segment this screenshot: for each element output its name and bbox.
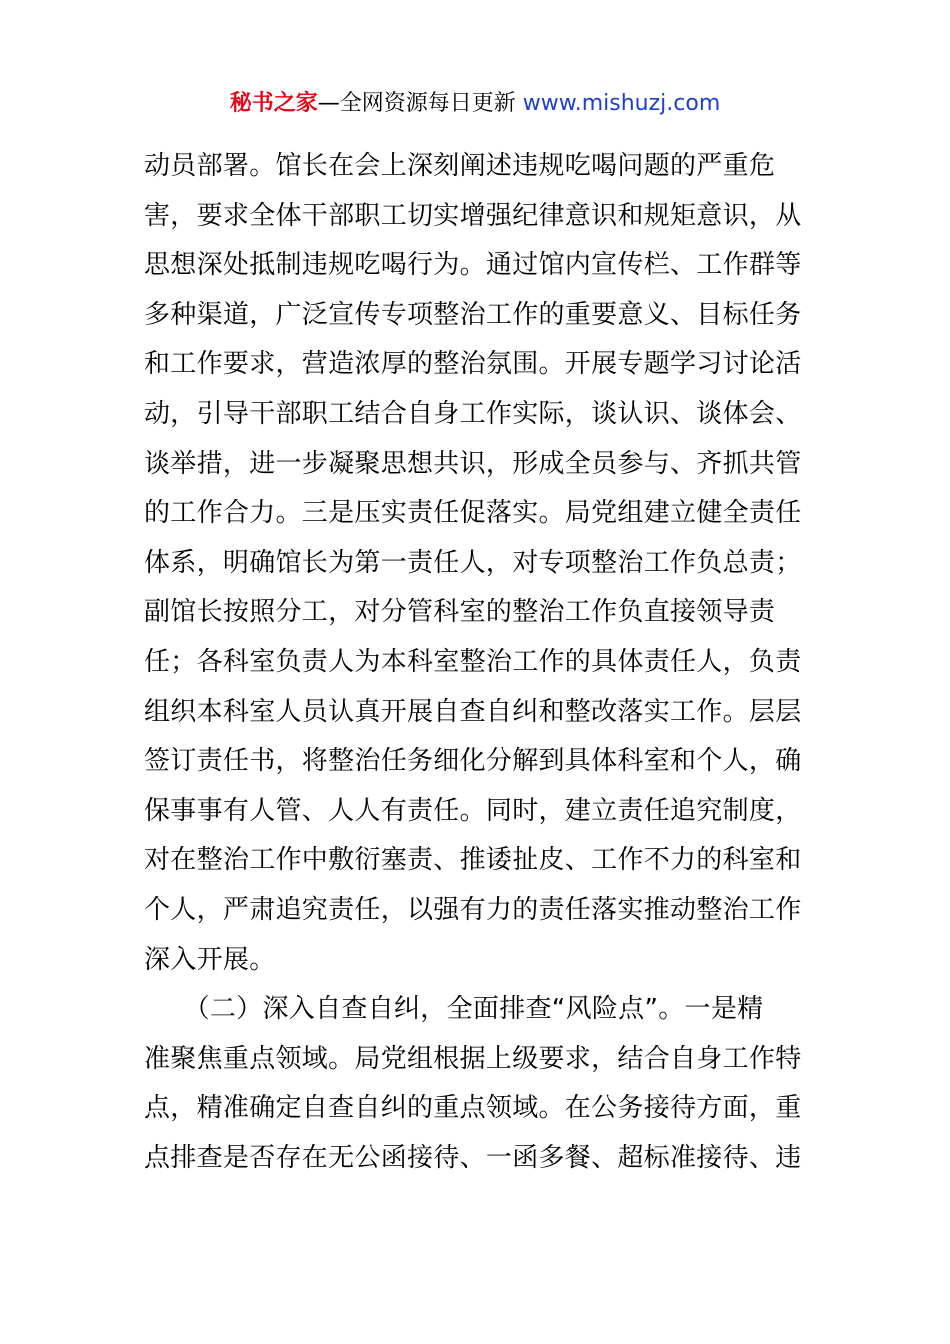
body-line: 点排查是否存在无公函接待、一函多餐、超标准接待、违 — [144, 1142, 802, 1173]
header-slogan: —全网资源每日更新 — [317, 91, 523, 116]
page-header — [0, 88, 950, 120]
body-line: 组织本科室人员认真开展自查自纠和整改落实工作。层层 — [144, 696, 802, 727]
document-body — [144, 142, 814, 1183]
body-line: 对在整治工作中敷衍塞责、推诿扯皮、工作不力的科室和 — [144, 845, 802, 876]
body-line: 体系，明确馆长为第一责任人，对专项整治工作负总责； — [144, 547, 802, 578]
body-line: 签订责任书，将整治任务细化分解到具体科室和个人，确 — [144, 746, 802, 777]
body-line: 深入开展。 — [144, 944, 276, 975]
body-line: 多种渠道，广泛宣传专项整治工作的重要意义、目标任务 — [144, 299, 802, 330]
body-line: 保事事有人管、人人有责任。同时，建立责任追究制度， — [144, 795, 802, 826]
body-line: 和工作要求，营造浓厚的整治氛围。开展专题学习讨论活 — [144, 349, 802, 380]
body-line: 动员部署。馆长在会上深刻阐述违规吃喝问题的严重危 — [144, 151, 776, 181]
body-line: （二）深入自查自纠，全面排查“风险点”。一是精 — [144, 994, 764, 1025]
body-line: 任；各科室负责人为本科室整治工作的具体责任人，负责 — [144, 646, 802, 677]
body-line: 的工作合力。三是压实责任促落实。局党组建立健全责任 — [144, 498, 802, 529]
header-url-link[interactable]: www.mishuzj.com — [522, 91, 721, 116]
header-brand: 秘书之家 — [229, 91, 318, 116]
body-line: 害，要求全体干部职工切实增强纪律意识和规矩意识，从 — [144, 200, 802, 231]
body-line: 个人，严肃追究责任，以强有力的责任落实推动整治工作 — [144, 894, 802, 925]
body-line: 谈举措，进一步凝聚思想共识，形成全员参与、齐抓共管 — [144, 448, 802, 479]
body-line: 准聚焦重点领域。局党组根据上级要求，结合自身工作特 — [144, 1043, 802, 1074]
body-line: 副馆长按照分工，对分管科室的整治工作负直接领导责 — [144, 597, 776, 628]
body-line: 点，精准确定自查自纠的重点领域。在公务接待方面，重 — [144, 1093, 802, 1124]
body-line: 动，引导干部职工结合自身工作实际，谈认识、谈体会、 — [144, 398, 802, 429]
body-line: 思想深处抵制违规吃喝行为。通过馆内宣传栏、工作群等 — [144, 250, 802, 281]
